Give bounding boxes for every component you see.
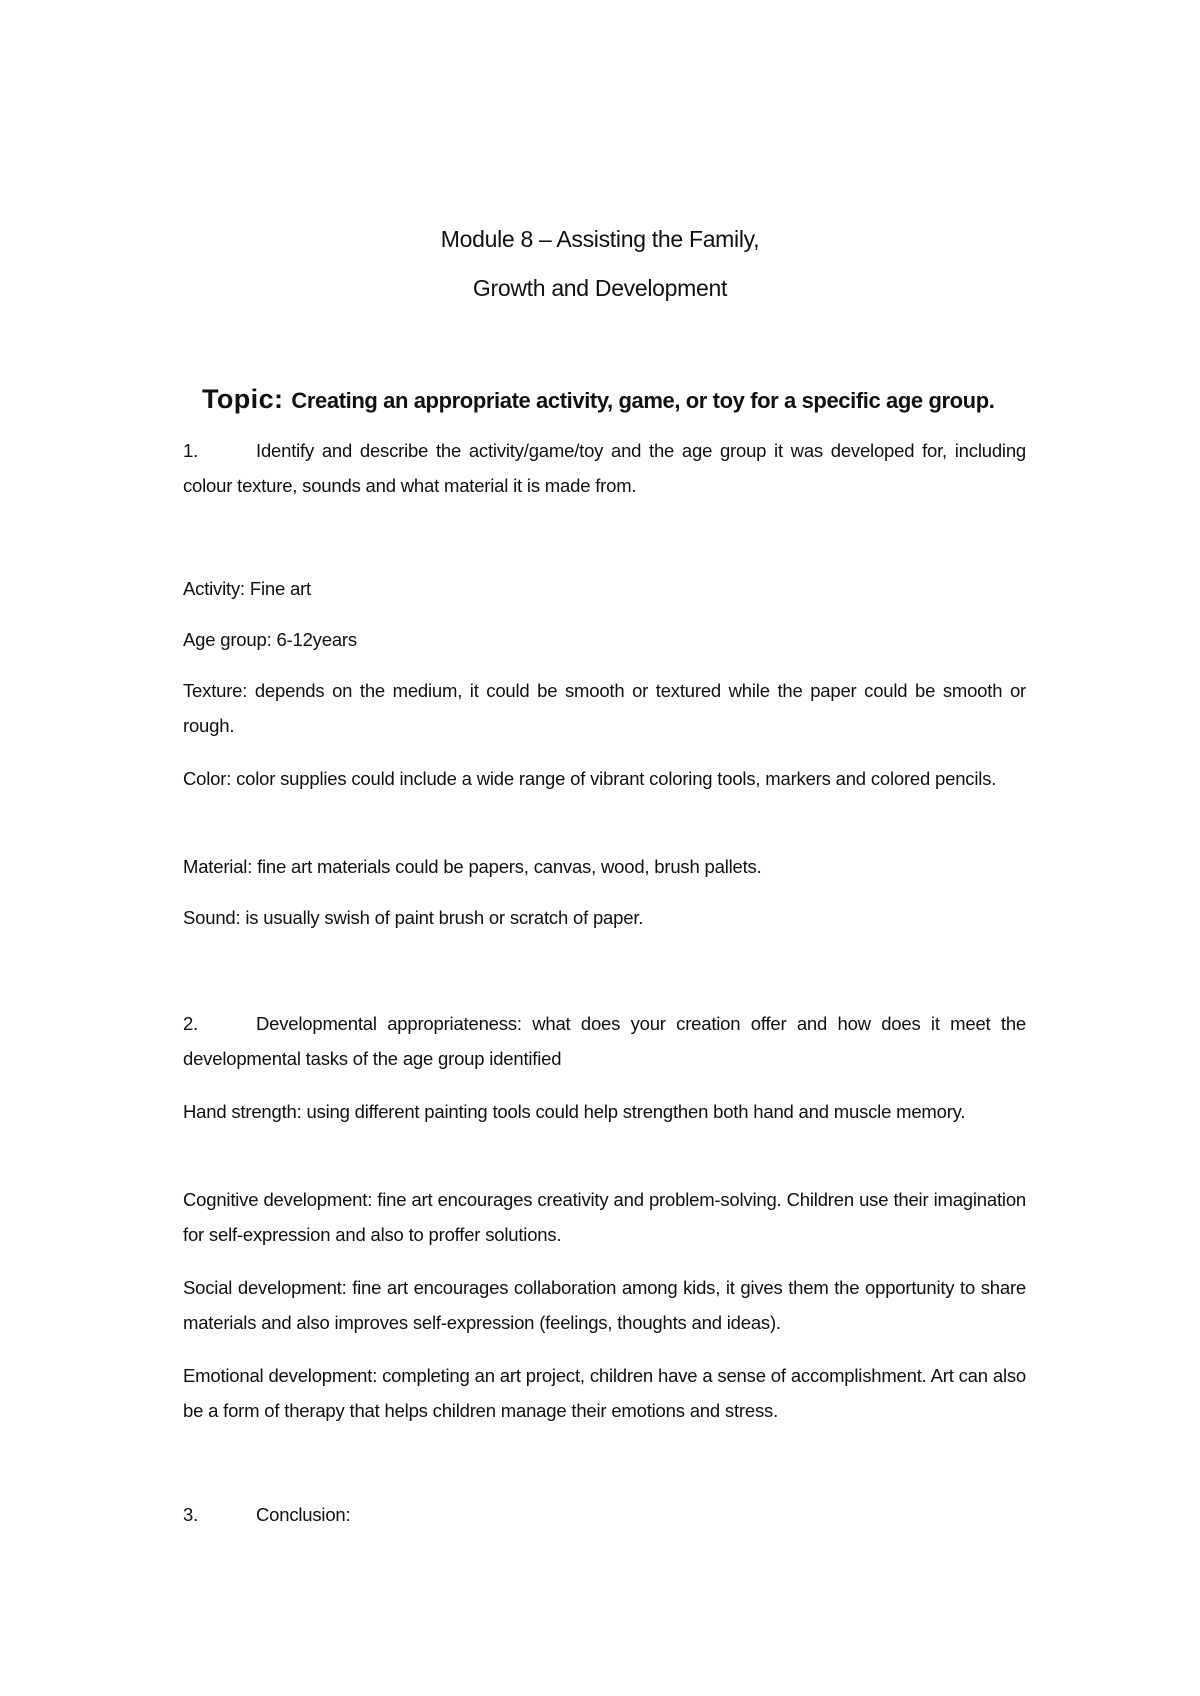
section-3-number: 3.: [183, 1504, 199, 1525]
cognitive-development-paragraph: Cognitive development: fine art encourages creativity and problem-solving. Children use their imagination for self-expression and also to proffer solutions.: [183, 1189, 1026, 1245]
section-3-prompt-text: Conclusion:: [256, 1504, 351, 1525]
section-1-number: 1.: [183, 440, 199, 461]
topic-heading: [202, 384, 994, 415]
material-line: Material: fine art materials could be papers, canvas, wood, brush pallets.: [183, 856, 762, 877]
sound-line: Sound: is usually swish of paint brush or scratch of paper.: [183, 907, 644, 928]
section-2-number: 2.: [183, 1013, 199, 1034]
topic-label: Topic:: [202, 384, 284, 414]
topic-text: Creating an appropriate activity, game, or toy for a specific age group.: [291, 388, 995, 413]
section-2-prompt-text: Developmental appropriateness: what does your creation offer and how does it meet the developmental tasks of the age group identified: [183, 1013, 1026, 1069]
section-3-heading: [183, 1497, 1026, 1532]
section-1-prompt-text: Identify and describe the activity/game/toy and the age group it was developed for, including colour texture, sounds and what material it is made from.: [183, 440, 1026, 496]
section-1-prompt: [183, 433, 1026, 503]
hand-strength-paragraph: Hand strength: using different painting tools could help strengthen both hand and muscle memory.: [183, 1101, 966, 1122]
emotional-development-paragraph: Emotional development: completing an art project, children have a sense of accomplishment. Art can also be a form of therapy that helps children manage their emotions and stress.: [183, 1365, 1026, 1421]
document-title-line-1: Module 8 – Assisting the Family,: [440, 226, 760, 252]
social-development-paragraph: Social development: fine art encourages collaboration among kids, it gives them the opportunity to share materials and also improves self-expression (feelings, thoughts and ideas).: [183, 1277, 1026, 1333]
color-paragraph: Color: color supplies could include a wide range of vibrant coloring tools, markers and colored pencils.: [183, 768, 997, 789]
texture-paragraph: Texture: depends on the medium, it could be smooth or textured while the paper could be smooth or rough.: [183, 680, 1026, 736]
section-2-prompt: [183, 1006, 1026, 1076]
activity-line: Activity: Fine art: [183, 578, 311, 599]
age-group-line: Age group: 6-12years: [183, 629, 357, 650]
document-title-line-2: Growth and Development: [472, 275, 728, 301]
